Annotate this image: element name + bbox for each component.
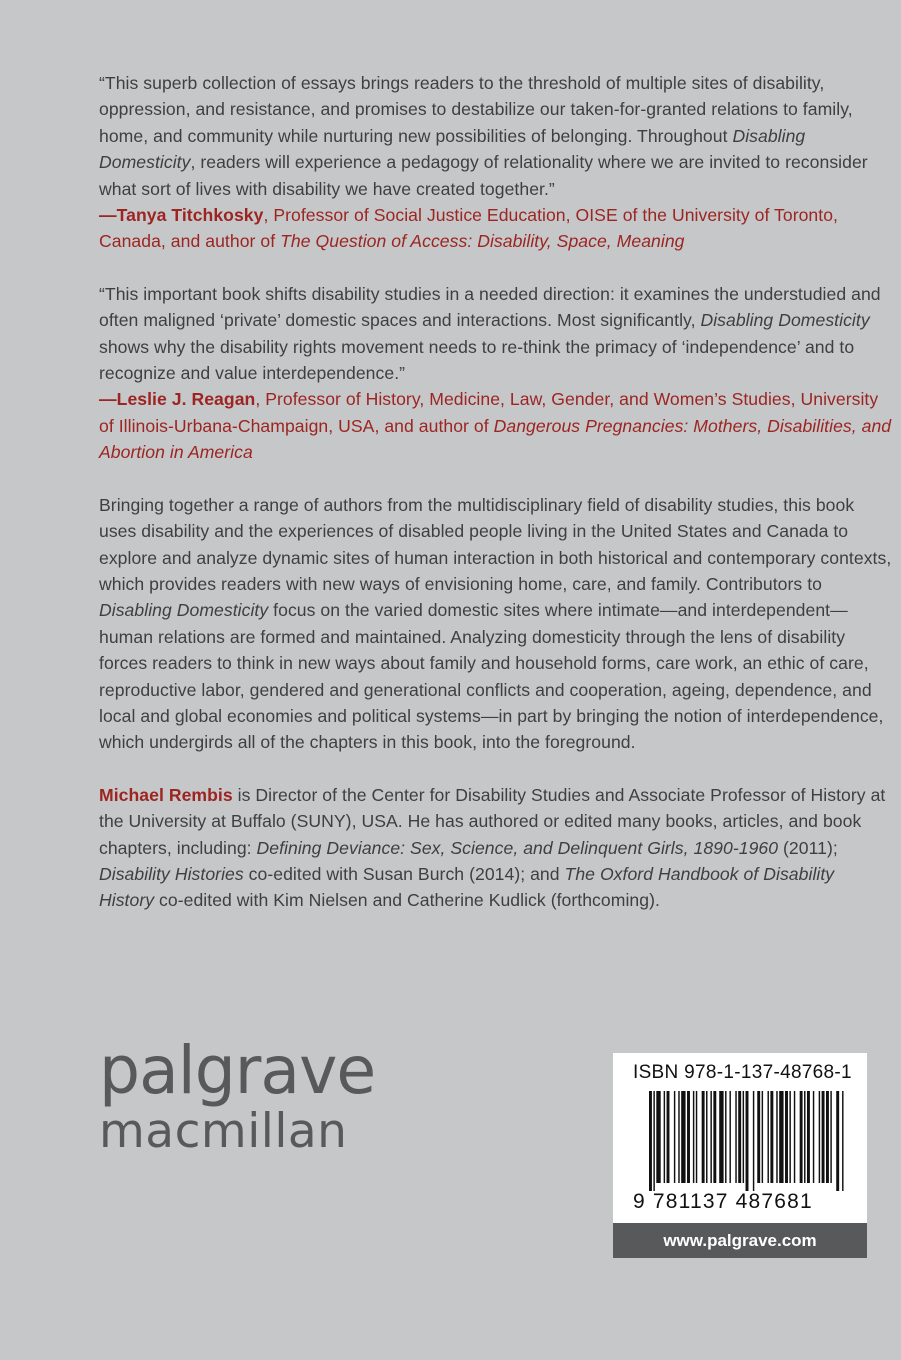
author-bio — [99, 782, 894, 914]
author-book-3: The Oxford Handbook of Disability History — [99, 863, 835, 911]
author-bio-text-3: co-edited with Susan Burch (2014); and — [243, 863, 565, 884]
author-book-1: Defining Deviance: Sex, Science, and Delinquent Girls, 1890-1960 — [256, 837, 779, 858]
blurb-2-credentials: , Professor of History, Medicine, Law, Gender, and Women’s Studies, University of Illinois-Urbana-Champaign, USA, and author of — [99, 389, 879, 436]
blurb-2-quote-end: shows why the disability rights movement needs to re-think the primacy of ‘independence’ and to recognize and value interdependence.” — [99, 336, 855, 384]
isbn-barcode-box — [613, 1053, 867, 1223]
isbn-label: ISBN 978-1-137-48768-1 — [633, 1062, 852, 1083]
blurb-1-quote-end: , readers will experience a pedagogy of relationality where we are invited to reconsider what sort of lives with disability we have created together.” — [99, 152, 868, 199]
publisher-url: www.palgrave.com — [613, 1223, 867, 1258]
blurb-2-quote-title: Disabling Domesticity — [700, 310, 870, 331]
blurb-2-quote: “This important book shifts disability studies in a needed direction: it examines the understudied and often maligned ‘private’ domestic spaces and interactions. Most significantly, — [99, 283, 881, 331]
blurb-2 — [99, 281, 894, 466]
blurb-1-attribution — [99, 205, 838, 251]
blurb-2-name: —Leslie J. Reagan — [99, 389, 256, 410]
publisher-logo-line-2: macmillan — [99, 1104, 348, 1159]
blurb-1-book: The Question of Access: Disability, Space, Meaning — [280, 231, 685, 252]
blurb-2-book: Dangerous Pregnancies: Mothers, Disabilities, and Abortion in America — [99, 415, 892, 463]
author-bio-text-2: (2011); — [778, 837, 838, 858]
barcode-digits: 9 781137 487681 — [633, 1190, 813, 1213]
blurb-1-credentials: , Professor of Social Justice Education, OISE of the University of Toronto, Canada, and author of — [99, 205, 838, 252]
blurb-1-name: —Tanya Titchkosky — [99, 205, 264, 226]
blurb-1-quote-title: Disabling Domesticity — [99, 125, 806, 173]
back-cover-text — [99, 70, 894, 914]
author-bio-text-1: is Director of the Center for Disability Studies and Associate Professor of History at the University at Buffalo (SUNY), USA. He has authored or edited many books, articles, and book chapters, including: — [99, 784, 886, 858]
description-title: Disabling Domesticity — [99, 600, 269, 621]
description-end: focus on the varied domestic sites where intimate—and interdependent—human relations are formed and maintained. Analyzing domesticity through the lens of disability forces readers to think in new ways about family and household forms, care work, an ethic of care, reproductive labor, gendered and generational conflicts and cooperation, ageing, dependence, and local and global economies and political systems—in part by bringing the notion of interdependence, which undergirds all of the chapters in this book, into the foreground. — [99, 600, 884, 753]
blurb-1 — [99, 70, 894, 255]
publisher-logo-line-1: palgrave — [99, 1032, 376, 1109]
publisher-logo — [99, 1032, 381, 1159]
description-start: Bringing together a range of authors from the multidisciplinary field of disability studies, this book uses disability and the experiences of disabled people living in the United States and Canada to explore and analyze dynamic sites of human interaction in both historical and contemporary contexts, which provides readers with new ways of envisioning home, care, and family. Contributors to — [99, 494, 892, 594]
blurb-1-quote: “This superb collection of essays brings readers to the threshold of multiple sites of disability, oppression, and resistance, and promises to destabilize our taken-for-granted relations to family, home, and community while nurturing new possibilities of belonging. Throughout — [99, 73, 853, 146]
blurb-2-attribution — [99, 389, 891, 462]
book-description — [99, 492, 894, 756]
author-bio-text-4: co-edited with Kim Nielsen and Catherine Kudlick (forthcoming). — [154, 890, 660, 911]
author-name: Michael Rembis — [99, 784, 233, 805]
author-book-2: Disability Histories — [99, 863, 244, 884]
barcode-icon — [649, 1091, 845, 1191]
